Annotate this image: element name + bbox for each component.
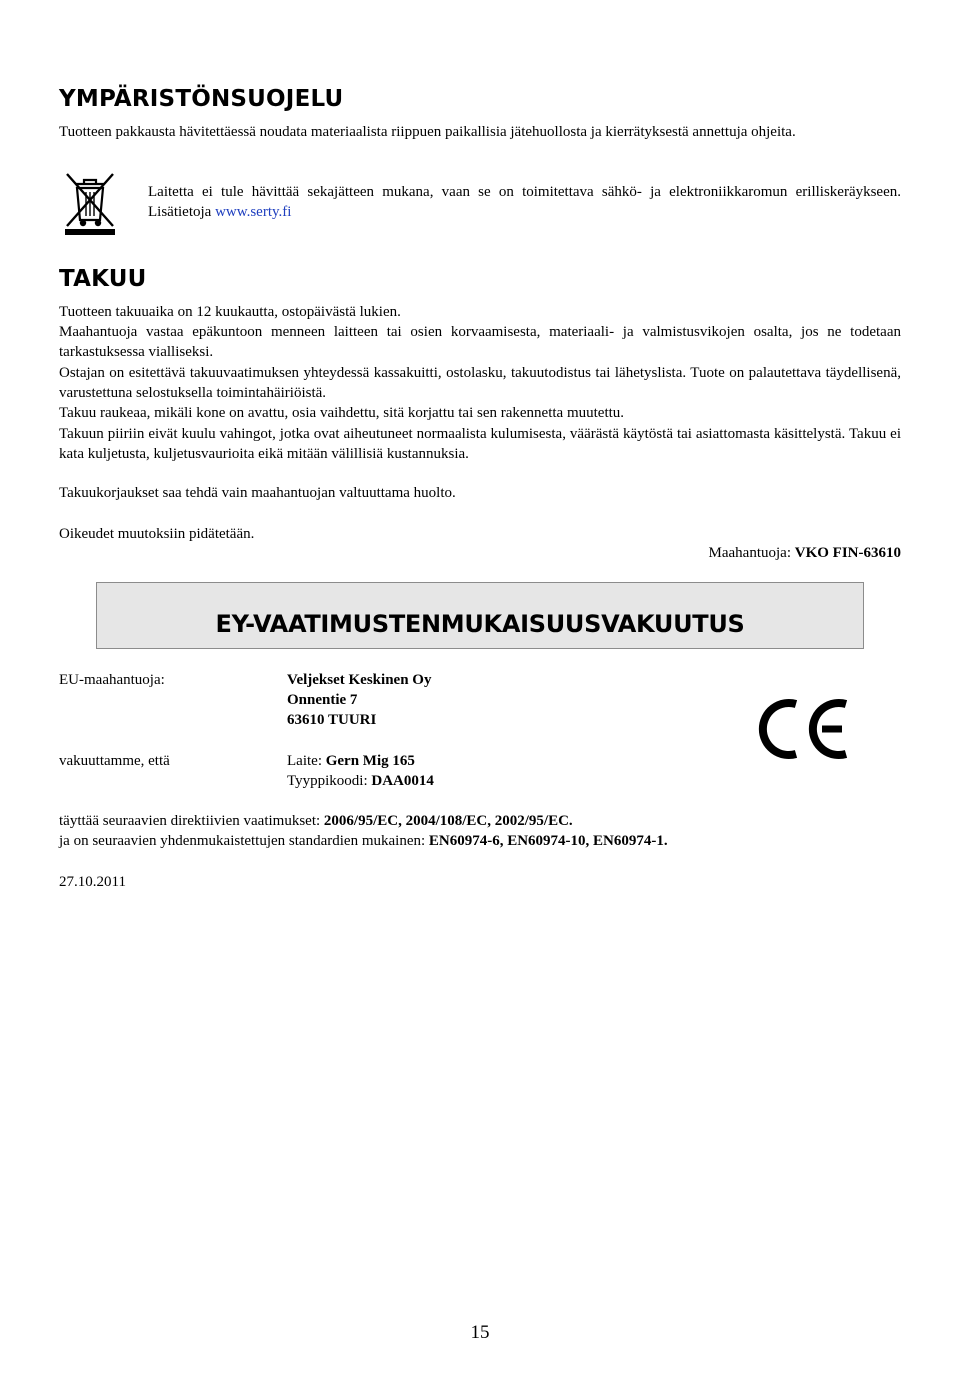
- standards-label: ja on seuraavien yhdenmukaistettujen standardien mukainen:: [59, 833, 429, 849]
- type-code-line: [287, 771, 434, 791]
- device-line: [287, 751, 415, 771]
- directives-value: 2006/95/EC, 2004/108/EC, 2002/95/EC.: [323, 813, 573, 829]
- device-value: Gern Mig 165: [325, 753, 415, 769]
- directives-line: [59, 811, 573, 831]
- declaration-banner: [96, 582, 864, 649]
- company-city: 63610 TUURI: [287, 712, 377, 728]
- warranty-rights: Oikeudet muutoksiin pidätetään.: [59, 526, 255, 542]
- device-label: Laite:: [287, 753, 326, 769]
- warranty-line-2: Maahantuoja vastaa epäkuntoon menneen laitteen tai osien korvaamisesta, materiaali- ja valmistusvikojen osalta, jos ne todetaan tarkastuksessa vialliseksi.: [59, 324, 901, 360]
- crossed-out-wheelie-bin-icon: [62, 170, 118, 236]
- importer-line: [709, 543, 901, 563]
- environment-heading: YMPÄRISTÖNSUOJELU: [59, 86, 344, 112]
- company-name: Veljekset Keskinen Oy: [287, 672, 432, 688]
- standards-value: EN60974-6, EN60974-10, EN60974-1.: [428, 833, 668, 849]
- importer-value: VKO FIN-63610: [794, 545, 901, 561]
- weee-paragraph: [148, 182, 901, 222]
- weee-text: Laitetta ei tule hävittää sekajätteen mukana, vaan se on toimitettava sähkö- ja elektroniikkaromun erilliskeräykseen. Lisätietoja: [148, 184, 901, 220]
- standards-line: [59, 831, 668, 851]
- serty-link[interactable]: www.serty.fi: [215, 204, 292, 220]
- environment-paragraph: Tuotteen pakkausta hävitettäessä noudata materiaalista riippuen paikallisia jätehuollosta ja kierrätyksestä annettuja ohjeita.: [59, 124, 796, 140]
- type-code-label: Tyyppikoodi:: [287, 773, 372, 789]
- warranty-line-1: Tuotteen takuuaika on 12 kuukautta, ostopäivästä lukien.: [59, 304, 401, 320]
- declare-label: vakuuttamme, että: [59, 753, 170, 769]
- warranty-line-5: Takuun piiriin eivät kuulu vahingot, jotka ovat aiheutuneet normaalista kulumisesta, väärästä käytöstä tai asiattomasta käsittelystä. Takuu ei kata kuljetusta, kuljetusvaurioita eikä mitään välillisiä kustannuksia.: [59, 426, 901, 462]
- eu-importer-label: EU-maahantuoja:: [59, 672, 165, 688]
- warranty-line-3: Ostajan on esitettävä takuuvaatimuksen yhteydessä kassakuitti, ostolasku, takuutodistus tai lähetyslista. Tuote on palautettava täydellisenä, varustettuna selostuksella toimintahäiriöistä.: [59, 365, 901, 401]
- warranty-repairs: Takuukorjaukset saa tehdä vain maahantuojan valtuuttama huolto.: [59, 485, 456, 501]
- ce-mark-icon: [758, 694, 850, 764]
- importer-label: Maahantuoja:: [708, 545, 795, 561]
- declaration-date: 27.10.2011: [59, 874, 126, 890]
- warranty-heading: TAKUU: [59, 266, 147, 292]
- warranty-line-4: Takuu raukeaa, mikäli kone on avattu, osia vaihdettu, sitä korjattu tai sen rakennetta muutettu.: [59, 405, 625, 421]
- directives-label: täyttää seuraavien direktiivien vaatimukset:: [59, 813, 324, 829]
- declaration-title: EY-VAATIMUSTENMUKAISUUSVAKUUTUS: [215, 610, 745, 638]
- page-number: 15: [470, 1322, 490, 1343]
- type-code-value: DAA0014: [371, 773, 434, 789]
- company-street: Onnentie 7: [287, 692, 358, 708]
